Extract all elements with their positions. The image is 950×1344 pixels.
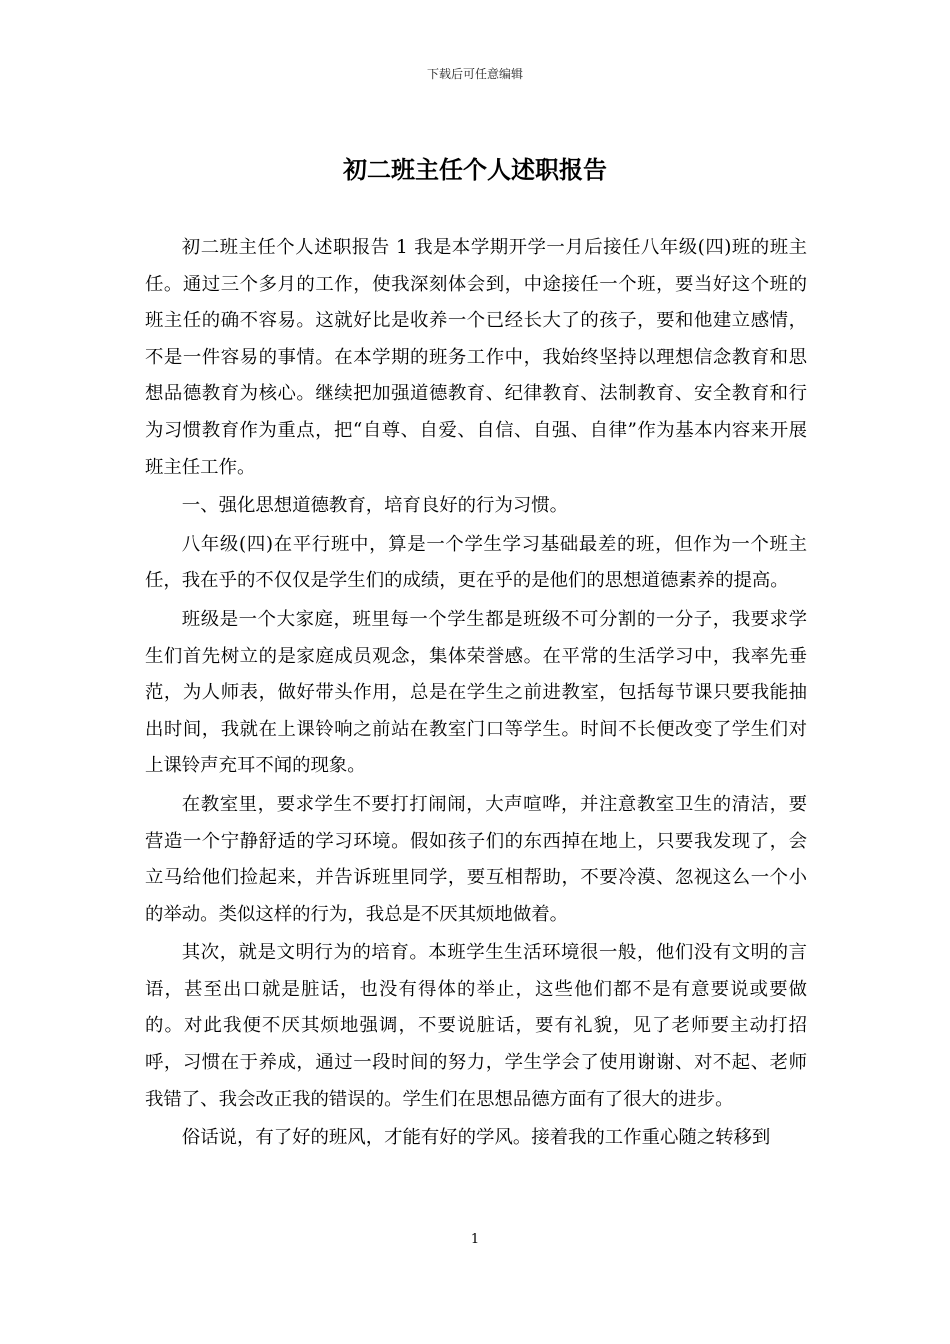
- header-note: 下载后可任意编辑: [426, 67, 523, 81]
- section-heading-1: 一、强化思想道德教育，培育良好的行为习惯。: [181, 495, 569, 517]
- paragraph-intro: 初二班主任个人述职报告 1 我是本学期开学一月后接任八年级(四)班的班主任。通过三个多月的工作，使我深刻体会到，中途接任一个班，要当好这个班的班主任的确不容易。这就好比是收养一个已经长大了的孩子，要和他建立感情，不是一件容易的事情。在本学期的班务工作中，我始终坚持以理想信念教育和思想品德教育为核心。继续把加强道德教育、纪律教育、法制教育、安全教育和行为习惯教育作为重点，把“自尊、自爱、自信、自强、自律”作为基本内容来开展班主任工作。: [145, 237, 807, 478]
- document-body: [145, 230, 807, 1159]
- paragraph: 八年级(四)在平行班中，算是一个学生学习基础最差的班，但作为一个班主任，我在乎的不仅仅是学生们的成绩，更在乎的是他们的思想道德素养的提高。: [145, 533, 807, 592]
- document-title: 初二班主任个人述职报告: [343, 155, 607, 184]
- paragraph: 在教室里，要求学生不要打打闹闹，大声喧哗，并注意教室卫生的清洁，要营造一个宁静舒适的学习环境。假如孩子们的东西掉在地上，只要我发现了，会立马给他们捡起来，并告诉班里同学，要互相帮助，不要冷漠、忽视这么一个小的举动。类似这样的行为，我总是不厌其烦地做着。: [145, 793, 807, 925]
- paragraph: 俗话说，有了好的班风，才能有好的学风。接着我的工作重心随之转移到: [181, 1127, 771, 1149]
- paragraph: 其次，就是文明行为的培育。本班学生生活环境很一般，他们没有文明的言语，甚至出口就是脏话，也没有得体的举止，这些他们都不是有意要说或要做的。对此我便不厌其烦地强调，不要说脏话，要有礼貌，见了老师要主动打招呼，习惯在于养成，通过一段时间的努力，学生学会了使用谢谢、对不起、老师我错了、我会改正我的错误的。学生们在思想品德方面有了很大的进步。: [145, 942, 807, 1110]
- page-number: 1: [470, 1232, 480, 1247]
- paragraph: 班级是一个大家庭，班里每一个学生都是班级不可分割的一分子，我要求学生们首先树立的是家庭成员观念，集体荣誉感。在平常的生活学习中，我率先垂范，为人师表，做好带头作用，总是在学生之前进教室，包括每节课只要我能抽出时间，我就在上课铃响之前站在教室门口等学生。时间不长便改变了学生们对上课铃声充耳不闻的现象。: [145, 608, 807, 777]
